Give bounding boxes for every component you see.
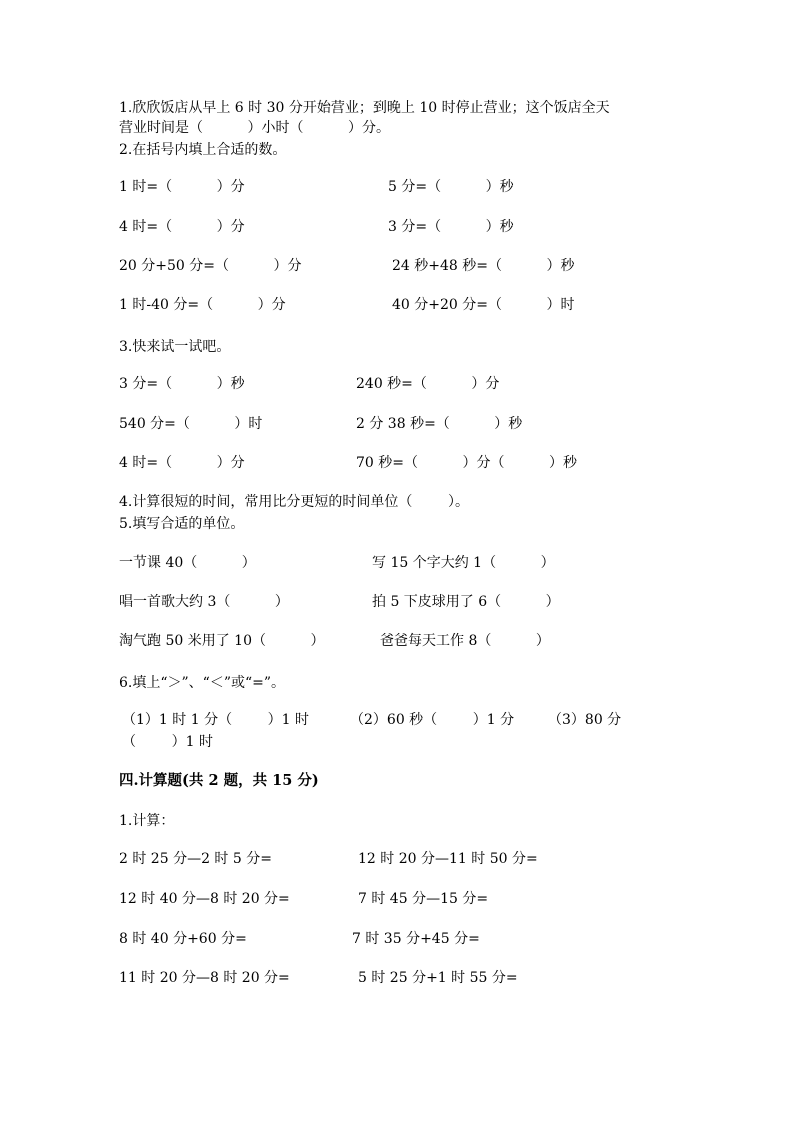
q5-item-1: 一节课 40（ ） xyxy=(119,555,256,571)
q6-item-2: （2）60 秒（ ）1 分 xyxy=(350,712,515,728)
q5-item-4: 拍 5 下皮球用了 6（ ） xyxy=(372,594,560,610)
q2-item-1: 1 时=（ ）分 xyxy=(119,179,245,195)
q5-item-3: 唱一首歌大约 3（ ） xyxy=(119,594,289,610)
q2-item-7: 1 时-40 分=（ ）分 xyxy=(119,297,286,313)
q5-item-6: 爸爸每天工作 8（ ） xyxy=(380,633,550,649)
q3-item-5: 4 时=（ ）分 xyxy=(119,455,245,471)
q2-item-2: 5 分=（ ）秒 xyxy=(388,179,514,195)
q6-item-3: （3）80 分 xyxy=(548,712,622,728)
calc-item-8: 5 时 25 分+1 时 55 分= xyxy=(358,970,518,986)
q5-item-2: 写 15 个字大约 1（ ） xyxy=(372,555,555,571)
calc-item-7: 11 时 20 分—8 时 20 分= xyxy=(119,970,290,986)
q6-title: 6.填上“＞”、“＜”或“=”。 xyxy=(119,675,286,691)
q6-item-3-wrap: （ ）1 时 xyxy=(122,734,213,750)
q2-item-6: 24 秒+48 秒=（ ）秒 xyxy=(392,258,575,274)
calc-item-4: 7 时 45 分—15 分= xyxy=(358,891,489,907)
q6-item-1: （1）1 时 1 分（ ）1 时 xyxy=(122,712,310,728)
q2-item-8: 40 分+20 分=（ ）时 xyxy=(392,297,575,313)
q2-title: 2.在括号内填上合适的数。 xyxy=(119,142,287,158)
q5-item-5: 淘气跑 50 米用了 10（ ） xyxy=(119,633,325,649)
q4-title: 4.计算很短的时间，常用比分更短的时间单位（ ）。 xyxy=(119,494,469,510)
q3-item-3: 540 分=（ ）时 xyxy=(119,416,263,432)
q2-item-3: 4 时=（ ）分 xyxy=(119,219,245,235)
q3-item-1: 3 分=（ ）秒 xyxy=(119,376,245,392)
calc-item-3: 12 时 40 分—8 时 20 分= xyxy=(119,891,290,907)
q1-line1: 1.欣欣饭店从早上 6 时 30 分开始营业；到晚上 10 时停止营业；这个饭店全天 xyxy=(119,100,610,116)
q3-title: 3.快来试一试吧。 xyxy=(119,339,231,355)
calc-title: 1.计算： xyxy=(119,813,175,829)
calc-item-6: 7 时 35 分+45 分= xyxy=(352,931,480,947)
q5-title: 5.填写合适的单位。 xyxy=(119,516,245,532)
q3-item-6: 70 秒=（ ）分（ ）秒 xyxy=(356,455,577,471)
calc-item-5: 8 时 40 分+60 分= xyxy=(119,931,247,947)
q2-item-5: 20 分+50 分=（ ）分 xyxy=(119,258,302,274)
q1-line2: 营业时间是（ ）小时（ ）分。 xyxy=(119,120,391,136)
calc-item-1: 2 时 25 分—2 时 5 分= xyxy=(119,851,272,867)
section-4-heading: 四.计算题(共 2 题，共 15 分) xyxy=(119,772,319,789)
calc-item-2: 12 时 20 分—11 时 50 分= xyxy=(358,851,538,867)
q3-item-4: 2 分 38 秒=（ ）秒 xyxy=(356,416,523,432)
q3-item-2: 240 秒=（ ）分 xyxy=(356,376,500,392)
q2-item-4: 3 分=（ ）秒 xyxy=(388,219,514,235)
